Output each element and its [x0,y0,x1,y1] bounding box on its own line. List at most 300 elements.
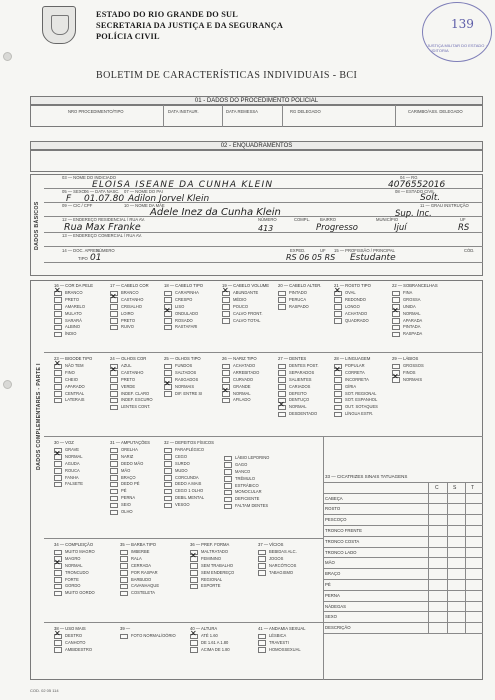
checkbox-option[interactable] [54,633,92,640]
checkbox-icon[interactable] [110,398,118,404]
checkbox-icon[interactable] [224,476,232,482]
checkbox-icon[interactable] [258,647,266,653]
checkbox-option[interactable] [54,384,92,391]
checkbox-icon[interactable] [54,468,62,474]
checkbox-icon[interactable] [334,412,342,418]
checkbox-option[interactable] [110,454,150,461]
checkbox-icon[interactable] [110,468,118,474]
checkbox-option[interactable] [54,318,93,325]
checkbox-icon[interactable] [222,398,230,404]
checked-checkbox-icon[interactable] [54,364,62,370]
checkbox-icon[interactable] [222,370,230,376]
checked-checkbox-icon[interactable] [54,454,62,460]
checkbox-option[interactable] [190,583,234,590]
checkbox-option[interactable] [164,391,202,398]
checkbox-option[interactable] [54,397,92,404]
checked-checkbox-icon[interactable] [222,391,230,397]
checkbox-icon[interactable] [110,391,118,397]
checkbox-icon[interactable] [164,325,172,331]
checkbox-icon[interactable] [110,377,118,383]
checkbox-icon[interactable] [278,304,286,310]
checkbox-icon[interactable] [258,634,266,640]
checkbox-option[interactable] [258,633,305,640]
checkbox-option[interactable] [278,411,319,418]
checkbox-icon[interactable] [54,591,62,597]
checkbox-icon[interactable] [164,503,172,509]
checkbox-icon[interactable] [258,563,266,569]
checkbox-option[interactable] [120,556,159,563]
checkbox-option[interactable] [54,290,93,297]
checkbox-option[interactable] [54,577,95,584]
checkbox-option[interactable] [164,488,214,495]
checkbox-icon[interactable] [334,318,342,324]
checked-checkbox-icon[interactable] [334,291,342,297]
checked-checkbox-icon[interactable] [164,384,172,390]
checkbox-icon[interactable] [54,384,62,390]
checked-checkbox-icon[interactable] [54,634,62,640]
checkbox-option[interactable] [278,370,319,377]
checkbox-icon[interactable] [54,475,62,481]
checkbox-option[interactable] [110,488,150,495]
checkbox-icon[interactable] [392,325,400,331]
checkbox-icon[interactable] [190,577,198,583]
label-cic: 09 — CIC / CPF [62,203,93,208]
checkbox-option[interactable] [110,311,149,318]
checkbox-icon[interactable] [54,640,62,646]
checkbox-label: CEGO 1 OLHO [175,488,204,494]
checkbox-icon[interactable] [120,591,128,597]
checkbox-icon[interactable] [164,318,172,324]
checkbox-option[interactable] [334,370,378,377]
checkbox-option[interactable] [164,370,202,377]
checkbox-icon[interactable] [164,489,172,495]
checkbox-option[interactable] [190,647,230,654]
checkbox-icon[interactable] [54,332,62,338]
checkbox-icon[interactable] [392,332,400,338]
checkbox-icon[interactable] [120,563,128,569]
checkbox-icon[interactable] [54,311,62,317]
checkbox-icon[interactable] [164,454,172,460]
checkbox-option[interactable] [120,633,176,640]
checkbox-icon[interactable] [54,304,62,310]
checkbox-option[interactable] [54,468,83,475]
checkbox-option[interactable] [164,384,202,391]
checkbox-option[interactable] [224,462,269,469]
checkbox-option[interactable] [164,324,203,331]
checked-checkbox-icon[interactable] [110,297,118,303]
checkbox-option[interactable] [110,447,150,454]
checkbox-option[interactable] [110,377,153,384]
checkbox-option[interactable] [54,640,92,647]
checkbox-icon[interactable] [110,384,118,390]
checkbox-icon[interactable] [110,325,118,331]
checkbox-option[interactable] [54,324,93,331]
checkbox-icon[interactable] [190,570,198,576]
checkbox-icon[interactable] [54,318,62,324]
checkbox-option[interactable] [164,311,203,318]
checkbox-icon[interactable] [110,489,118,495]
checkbox-icon[interactable] [110,510,118,516]
checked-checkbox-icon[interactable] [54,563,62,569]
checkbox-option[interactable] [164,461,214,468]
checkbox-option[interactable] [110,475,150,482]
label-civil: 08 — ESTADO CIVIL [395,189,435,194]
checkbox-icon[interactable] [54,570,62,576]
auditoria-stamp [422,2,492,62]
checkbox-icon[interactable] [54,297,62,303]
checkbox-option[interactable] [222,397,259,404]
checkbox-icon[interactable] [224,490,232,496]
checkbox-option[interactable] [54,311,93,318]
checkbox-option[interactable] [392,331,438,338]
checkbox-icon[interactable] [392,364,400,370]
checkbox-icon[interactable] [164,461,172,467]
checkbox-option[interactable] [110,404,153,411]
checkbox-icon[interactable] [54,647,62,653]
checkbox-option[interactable] [224,503,269,510]
checkbox-option[interactable] [190,640,230,647]
checked-checkbox-icon[interactable] [164,311,172,317]
checkbox-icon[interactable] [258,640,266,646]
checkbox-icon[interactable] [222,377,230,383]
checkbox-option[interactable] [164,447,214,454]
checkbox-option[interactable] [110,324,149,331]
checkbox-icon[interactable] [258,570,266,576]
checkbox-icon[interactable] [54,391,62,397]
checkbox-option[interactable] [164,363,202,370]
checkbox-icon[interactable] [278,377,286,383]
checkbox-icon[interactable] [334,398,342,404]
checkbox-icon[interactable] [224,504,232,510]
checkbox-icon[interactable] [164,291,172,297]
checkbox-option[interactable] [258,570,297,577]
checkbox-icon[interactable] [54,461,62,467]
checkbox-label: NORMAIS [403,376,423,382]
checkbox-option[interactable] [334,311,371,318]
checkbox-option[interactable] [258,549,297,556]
checked-checkbox-icon[interactable] [54,291,62,297]
checkbox-icon[interactable] [190,640,198,646]
checkbox-option[interactable] [110,318,149,325]
checkbox-label: DENTES POST. [289,363,319,368]
checkbox-option[interactable] [164,495,214,502]
checkbox-option[interactable] [54,570,95,577]
checkbox-option[interactable] [164,318,203,325]
field-group-g34 [54,542,95,597]
checkbox-icon[interactable] [334,405,342,411]
checkbox-option[interactable] [278,297,321,304]
checkbox-label: ROUCA [65,467,80,473]
checkbox-icon[interactable] [164,297,172,303]
checkbox-icon[interactable] [224,483,232,489]
checkbox-icon[interactable] [54,550,62,556]
checkbox-option[interactable] [224,483,269,490]
checkbox-icon[interactable] [120,577,128,583]
checkbox-icon[interactable] [278,291,286,297]
checkbox-icon[interactable] [54,370,62,376]
checkbox-icon[interactable] [164,496,172,502]
checkbox-option[interactable] [258,640,305,647]
checkbox-option[interactable] [392,311,438,318]
checkbox-icon[interactable] [392,318,400,324]
checkbox-icon[interactable] [164,468,172,474]
checkbox-option[interactable] [54,391,92,398]
checkbox-icon[interactable] [120,584,128,590]
checkbox-option[interactable] [54,647,92,654]
checkbox-option[interactable] [110,304,149,311]
checkbox-option[interactable] [334,290,371,297]
checkbox-option[interactable] [392,304,438,311]
checkbox-option[interactable] [120,577,159,584]
checkbox-option[interactable] [222,304,269,311]
checkbox-icon[interactable] [278,412,286,418]
checkbox-option[interactable] [110,397,153,404]
checkbox-option[interactable] [222,297,269,304]
checkbox-option[interactable] [120,590,159,597]
checkbox-option[interactable] [334,384,378,391]
checkbox-icon[interactable] [224,462,232,468]
checkbox-option[interactable] [224,469,269,476]
checkbox-option[interactable] [110,297,149,304]
checkbox-icon[interactable] [54,584,62,590]
checkbox-option[interactable] [334,304,371,311]
checkbox-option[interactable] [164,475,214,482]
checkbox-icon[interactable] [392,297,400,303]
checkbox-option[interactable] [54,549,95,556]
checkbox-option[interactable] [120,549,159,556]
checkbox-option[interactable] [392,324,438,331]
checkbox-option[interactable] [54,461,83,468]
checkbox-option[interactable] [110,481,150,488]
checkbox-option[interactable] [164,481,214,488]
checkbox-icon[interactable] [258,550,266,556]
checkbox-option[interactable] [190,633,230,640]
checkbox-option[interactable] [278,304,321,311]
checkbox-icon[interactable] [190,584,198,590]
checkbox-option[interactable] [54,297,93,304]
checkbox-icon[interactable] [164,370,172,376]
label-compl: COMPL. [294,217,311,222]
checked-checkbox-icon[interactable] [190,634,198,640]
checkbox-option[interactable] [120,583,159,590]
checkbox-icon[interactable] [278,364,286,370]
checkbox-option[interactable] [54,475,83,482]
checkbox-icon[interactable] [222,297,230,303]
checkbox-icon[interactable] [334,377,342,383]
checkbox-option[interactable] [334,397,378,404]
checkbox-icon[interactable] [54,577,62,583]
scars-row-label: BRAÇO [325,571,341,577]
checkbox-option[interactable] [110,461,150,468]
checkbox-option[interactable] [110,495,150,502]
checkbox-option[interactable] [164,468,214,475]
checkbox-icon[interactable] [54,325,62,331]
checkbox-option[interactable] [110,384,153,391]
checked-checkbox-icon[interactable] [392,377,400,383]
checkbox-icon[interactable] [54,398,62,404]
checkbox-option[interactable] [222,290,269,297]
checkbox-option[interactable] [222,370,259,377]
checkbox-option[interactable] [258,563,297,570]
checkbox-icon[interactable] [222,318,230,324]
checkbox-icon[interactable] [224,469,232,475]
checkbox-icon[interactable] [164,391,172,397]
checkbox-option[interactable] [334,297,371,304]
checkbox-icon[interactable] [224,456,232,462]
checkbox-option[interactable] [190,570,234,577]
checkbox-option[interactable] [278,404,319,411]
checkbox-option[interactable] [224,489,269,496]
checkbox-option[interactable] [164,290,203,297]
checkbox-option[interactable] [334,318,371,325]
checkbox-label: GRANDE [233,383,251,389]
checkbox-option[interactable] [164,502,214,509]
checkbox-icon[interactable] [190,647,198,653]
checkbox-icon[interactable] [110,461,118,467]
checkbox-option[interactable] [222,311,269,318]
checkbox-icon[interactable] [110,482,118,488]
checkbox-icon[interactable] [190,563,198,569]
checkbox-icon[interactable] [278,384,286,390]
checkbox-option[interactable] [190,563,234,570]
checkbox-icon[interactable] [334,304,342,310]
checkbox-label: ROSADO [175,317,193,323]
checkbox-icon[interactable] [110,448,118,454]
checkbox-option[interactable] [278,384,319,391]
checkbox-icon[interactable] [334,391,342,397]
checkbox-option[interactable] [392,363,424,370]
checkbox-icon[interactable] [54,377,62,383]
checkbox-option[interactable] [334,391,378,398]
checkbox-option[interactable] [110,468,150,475]
field-group-g19 [222,283,269,324]
checkbox-icon[interactable] [120,570,128,576]
checked-checkbox-icon[interactable] [278,405,286,411]
checkbox-option[interactable] [110,509,150,516]
checkbox-option[interactable] [164,297,203,304]
checkbox-icon[interactable] [224,497,232,503]
checkbox-label: CASTANHO [121,369,144,375]
checkbox-option[interactable] [120,563,159,570]
checkbox-icon[interactable] [222,364,230,370]
checkbox-option[interactable] [334,411,378,418]
checkbox-option[interactable] [222,391,259,398]
checked-checkbox-icon[interactable] [190,556,198,562]
checkbox-option[interactable] [54,454,83,461]
checked-checkbox-icon[interactable] [222,291,230,297]
checkbox-icon[interactable] [164,448,172,454]
checkbox-icon[interactable] [120,634,128,640]
checkbox-icon[interactable] [54,482,62,488]
checkbox-icon[interactable] [334,297,342,303]
checkbox-icon[interactable] [110,475,118,481]
checkbox-label: PERUCA [289,296,307,302]
checkbox-option[interactable] [110,370,153,377]
checkbox-icon[interactable] [278,370,286,376]
checkbox-option[interactable] [334,404,378,411]
checkbox-icon[interactable] [258,556,266,562]
scars-row [323,612,483,623]
checkbox-option[interactable] [278,377,319,384]
checkbox-icon[interactable] [164,364,172,370]
checkbox-option[interactable] [54,304,93,311]
checked-checkbox-icon[interactable] [110,370,118,376]
checkbox-label: PERNA [121,495,136,501]
checkbox-label: GROSSA [403,296,421,302]
checkbox-option[interactable] [54,590,95,597]
checkbox-option[interactable] [392,377,424,384]
checkbox-option[interactable] [222,363,259,370]
checked-checkbox-icon[interactable] [392,311,400,317]
checkbox-option[interactable] [224,476,269,483]
checkbox-icon[interactable] [110,496,118,502]
checkbox-option[interactable] [222,318,269,325]
checkbox-option[interactable] [110,502,150,509]
checkbox-icon[interactable] [110,503,118,509]
checkbox-option[interactable] [278,290,321,297]
checkbox-icon[interactable] [110,311,118,317]
checkbox-option[interactable] [190,556,234,563]
checkbox-icon[interactable] [110,318,118,324]
checkbox-icon[interactable] [164,482,172,488]
checkbox-icon[interactable] [120,556,128,562]
checkbox-label: CEGO [175,453,188,459]
checkbox-option[interactable] [222,377,259,384]
checkbox-option[interactable] [392,290,438,297]
checkbox-option[interactable] [54,583,95,590]
checkbox-option[interactable] [120,570,159,577]
checkbox-option[interactable] [258,647,305,654]
label-uf2: UF [320,248,326,253]
checkbox-icon[interactable] [222,304,230,310]
checkbox-option[interactable] [278,391,319,398]
checkbox-option[interactable] [110,391,153,398]
checkbox-option[interactable] [278,363,319,370]
checkbox-option[interactable] [224,455,269,462]
checkbox-option[interactable] [164,454,214,461]
checkbox-icon[interactable] [120,550,128,556]
checkbox-icon[interactable] [164,475,172,481]
checkbox-option[interactable] [392,297,438,304]
checkbox-icon[interactable] [334,384,342,390]
checkbox-option[interactable] [54,331,93,338]
checkbox-label: DENTUÇO [289,397,310,403]
checkbox-option[interactable] [54,563,95,570]
checkbox-option[interactable] [54,370,92,377]
field-group-g28 [334,356,378,418]
checkbox-option[interactable] [224,496,269,503]
checkbox-icon[interactable] [278,297,286,303]
checkbox-icon[interactable] [110,454,118,460]
checkbox-option[interactable] [190,577,234,584]
checkbox-option[interactable] [334,377,378,384]
checkbox-option[interactable] [392,318,438,325]
checkbox-option[interactable] [54,363,92,370]
checkbox-option[interactable] [54,481,83,488]
checked-checkbox-icon[interactable] [334,370,342,376]
field-group-title: 23 — BIGODE TIPO [54,356,93,361]
checkbox-label: BRANCO [65,290,83,295]
checkbox-icon[interactable] [222,311,230,317]
checkbox-icon[interactable] [110,304,118,310]
checkbox-option[interactable] [54,377,92,384]
checkbox-icon[interactable] [278,391,286,397]
checkbox-icon[interactable] [334,311,342,317]
checkbox-option[interactable] [258,556,297,563]
checkbox-icon[interactable] [392,291,400,297]
checkbox-label: PRETO [65,296,80,302]
checkbox-icon[interactable] [110,405,118,411]
